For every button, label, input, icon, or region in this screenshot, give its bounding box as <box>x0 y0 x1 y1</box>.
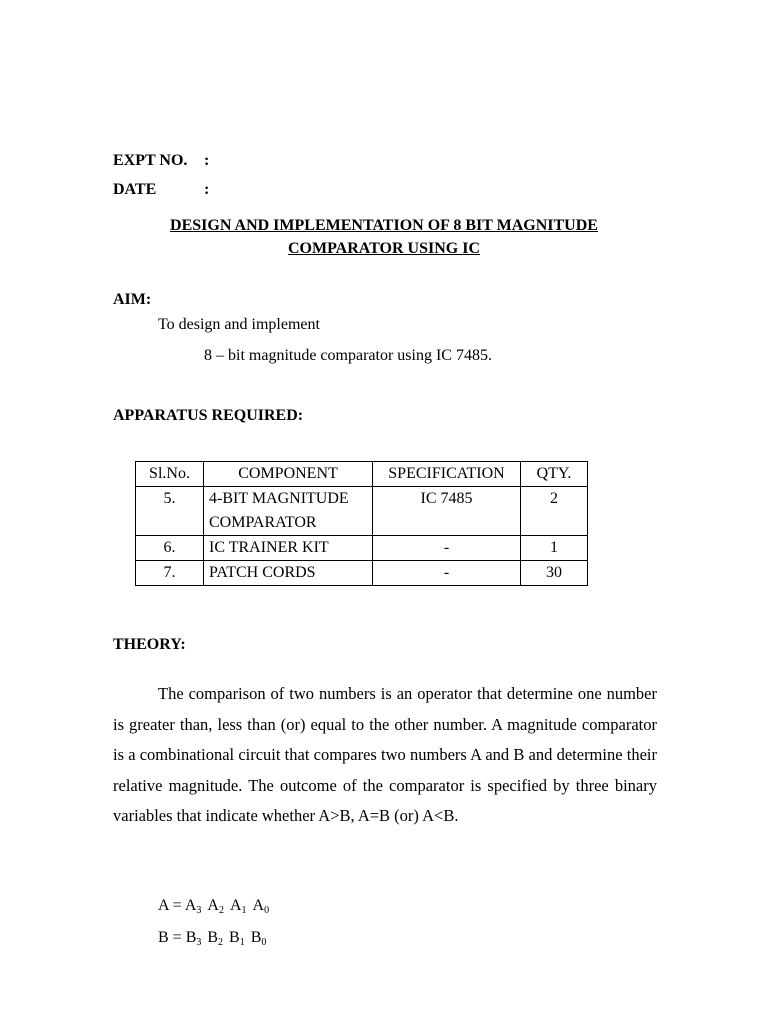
cell-slno: 7. <box>136 561 204 586</box>
cell-qty: 2 <box>521 487 588 536</box>
expt-no-colon: : <box>204 152 210 169</box>
subscript: 3 <box>196 905 202 916</box>
title-line-1: DESIGN AND IMPLEMENTATION OF 8 BIT MAGNITUDE <box>170 217 598 234</box>
cell-qty: 1 <box>521 536 588 561</box>
equation-b <box>158 929 266 947</box>
expt-no-line <box>113 152 209 170</box>
term: A <box>207 897 219 914</box>
column-header-specification: SPECIFICATION <box>373 462 521 487</box>
table-row <box>136 536 588 561</box>
cell-qty: 30 <box>521 561 588 586</box>
equation-a <box>158 897 269 915</box>
equation-b-lhs: B = B <box>158 929 197 946</box>
aim-heading: AIM: <box>113 291 152 308</box>
subscript: 1 <box>241 905 247 916</box>
date-line <box>113 181 209 199</box>
cell-component <box>204 487 373 536</box>
theory-heading: THEORY: <box>113 636 186 653</box>
subscript: 0 <box>261 937 267 948</box>
cell-component-line-1: 4-BIT MAGNITUDE <box>209 490 349 507</box>
table-row <box>136 561 588 586</box>
cell-slno: 6. <box>136 536 204 561</box>
column-header-slno: Sl.No. <box>136 462 204 487</box>
column-header-component: COMPONENT <box>204 462 373 487</box>
title-line-2: COMPARATOR USING IC <box>287 240 480 257</box>
table-header-row <box>136 462 588 487</box>
cell-slno: 5. <box>136 487 204 536</box>
theory-paragraph: The comparison of two numbers is an operator that determine one number is greater than, less than (or) equal to the other number. A magnitude comparator is a combinational circuit that compares two numbers A and B and determine their relative magnitude. The outcome of the comparator is specified by three binary variables that indicate whether A>B, A=B (or) A<B. <box>113 684 657 826</box>
equation-a-lhs: A = A <box>158 897 197 914</box>
experiment-title <box>113 214 655 260</box>
cell-component: IC TRAINER KIT <box>204 536 373 561</box>
subscript: 3 <box>196 937 202 948</box>
subscript: 0 <box>264 905 270 916</box>
term: B <box>207 929 219 946</box>
cell-specification: - <box>373 561 521 586</box>
apparatus-heading: APPARATUS REQUIRED: <box>113 407 304 424</box>
term: B <box>229 929 240 946</box>
date-label: DATE <box>113 181 157 198</box>
subscript: 2 <box>218 937 224 948</box>
table-row <box>136 487 588 536</box>
subscript: 1 <box>239 937 245 948</box>
term: A <box>229 897 242 914</box>
cell-specification: - <box>373 536 521 561</box>
cell-specification: IC 7485 <box>373 487 521 536</box>
term: A <box>252 897 265 914</box>
expt-no-label: EXPT NO. <box>113 152 188 169</box>
aim-text-line-1: To design and implement <box>158 316 320 333</box>
term: B <box>250 929 262 946</box>
apparatus-table <box>135 461 588 586</box>
cell-component-line-2: COMPARATOR <box>209 514 317 531</box>
aim-text-line-2: 8 – bit magnitude comparator using IC 7485. <box>204 347 492 364</box>
date-colon: : <box>204 181 210 198</box>
subscript: 2 <box>218 905 224 916</box>
column-header-qty: QTY. <box>521 462 588 487</box>
cell-component: PATCH CORDS <box>204 561 373 586</box>
